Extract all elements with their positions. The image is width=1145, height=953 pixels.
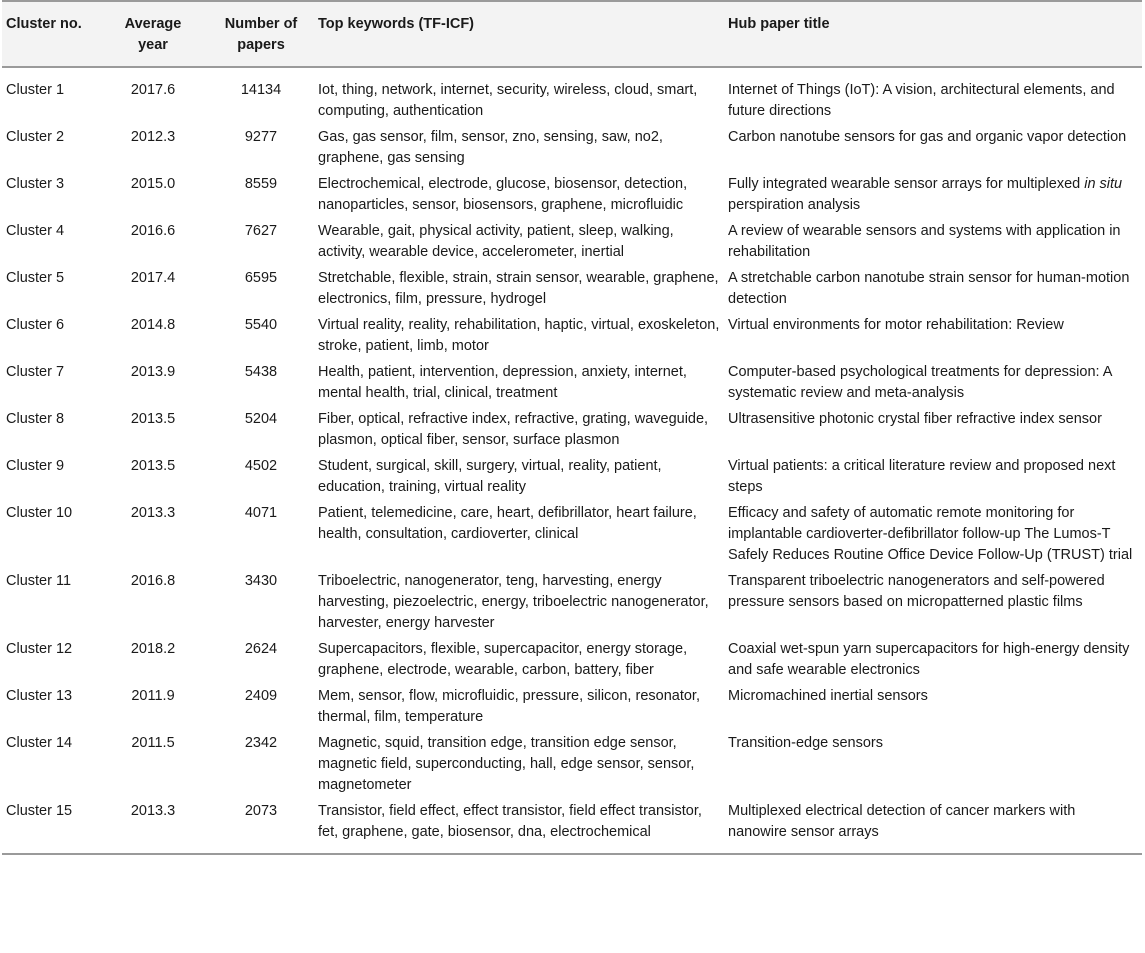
cell-cluster-no: Cluster 9 (6, 458, 65, 474)
cell-hub-paper-title (724, 569, 1142, 637)
cell-cluster-no: Cluster 5 (6, 270, 65, 286)
hub-title-text: Carbon nanotube sensors for gas and organic vapor detection (728, 129, 1127, 145)
cell-average-year: 2012.3 (130, 129, 176, 145)
table-row (2, 799, 1142, 854)
hub-title-text: A review of wearable sensors and systems with application in rehabilitation (728, 223, 1121, 260)
table-row (2, 266, 1142, 313)
cell-average-year: 2017.4 (130, 270, 176, 286)
hub-title-text: Transparent triboelectric nanogenerators and self-powered pressure sensors based on micropatterned plastic films (728, 573, 1105, 610)
table-row (2, 313, 1142, 360)
cell-top-keywords: Fiber, optical, refractive index, refractive, grating, waveguide, plasmon, optical fiber, sensor, surface plasmon (318, 411, 709, 448)
header-number-of-papers-line1: Number of (224, 16, 298, 32)
cell-number-of-papers: 2073 (208, 799, 314, 854)
cell-hub-paper-title (724, 313, 1142, 360)
cell-cluster-no: Cluster 4 (6, 223, 65, 239)
cell-top-keywords: Health, patient, intervention, depression, anxiety, internet, mental health, trial, clinical, treatment (318, 364, 687, 401)
header-hub-paper-title: Hub paper title (724, 1, 1142, 67)
cell-cluster-no: Cluster 8 (6, 411, 65, 427)
table-row (2, 454, 1142, 501)
header-average-year-line1: Average (124, 16, 182, 32)
cell-top-keywords: Stretchable, flexible, strain, strain sensor, wearable, graphene, electronics, film, pressure, hydrogel (318, 270, 719, 307)
cell-cluster-no: Cluster 15 (2, 799, 98, 854)
cell-number-of-papers: 4071 (244, 505, 278, 521)
cell-cluster-no: Cluster 7 (6, 364, 65, 380)
cell-average-year: 2013.9 (130, 364, 176, 380)
hub-title-text-end: perspiration analysis (728, 197, 861, 213)
cell-average-year: 2013.3 (130, 505, 176, 521)
hub-title-text: Transition-edge sensors (728, 735, 884, 751)
cell-cluster-no: Cluster 14 (6, 735, 73, 751)
cell-cluster-no: Cluster 3 (6, 176, 65, 192)
table-body (2, 67, 1142, 854)
table-row (2, 731, 1142, 799)
cell-average-year: 2018.2 (130, 641, 176, 657)
header-number-of-papers-line2: papers (237, 37, 285, 53)
cell-hub-paper-title (724, 637, 1142, 684)
cell-hub-paper-title (724, 501, 1142, 569)
cell-cluster-no: Cluster 2 (6, 129, 65, 145)
cell-average-year: 2013.5 (130, 458, 176, 474)
cell-cluster-no: Cluster 1 (6, 82, 65, 98)
cell-cluster-no: Cluster 12 (6, 641, 73, 657)
cell-number-of-papers: 9277 (244, 129, 278, 145)
cell-number-of-papers: 3430 (244, 573, 278, 589)
header-average-year (98, 1, 208, 67)
cell-average-year: 2016.6 (130, 223, 176, 239)
cell-cluster-no: Cluster 13 (6, 688, 73, 704)
cell-hub-paper-title (724, 67, 1142, 125)
hub-title-text: Virtual environments for motor rehabilitation: Review (728, 317, 1064, 333)
cell-hub-paper-title (724, 172, 1142, 219)
table-row (2, 360, 1142, 407)
cell-hub-paper-title (724, 266, 1142, 313)
cell-average-year: 2013.5 (130, 411, 176, 427)
cell-number-of-papers: 5204 (244, 411, 278, 427)
cell-hub-paper-title (724, 731, 1142, 799)
cell-top-keywords: Virtual reality, reality, rehabilitation, haptic, virtual, exoskeleton, stroke, patient, limb, motor (318, 317, 720, 354)
cell-number-of-papers: 2409 (244, 688, 278, 704)
table-row (2, 684, 1142, 731)
cell-average-year: 2017.6 (130, 82, 176, 98)
cell-hub-paper-title (724, 219, 1142, 266)
cell-top-keywords: Wearable, gait, physical activity, patient, sleep, walking, activity, wearable device, accelerometer, inertial (318, 223, 674, 260)
hub-title-text: Ultrasensitive photonic crystal fiber refractive index sensor (728, 411, 1102, 427)
header-row (2, 1, 1142, 67)
cell-average-year: 2014.8 (130, 317, 176, 333)
cell-hub-paper-title (724, 684, 1142, 731)
cell-top-keywords: Patient, telemedicine, care, heart, defibrillator, heart failure, health, consultation, cardioverter, clinical (318, 505, 697, 542)
hub-title-text: Coaxial wet-spun yarn supercapacitors for high-energy density and safe wearable electronics (728, 641, 1130, 678)
table-row (2, 569, 1142, 637)
cell-top-keywords: Electrochemical, electrode, glucose, biosensor, detection, nanoparticles, sensor, biosensors, graphene, microfluidic (318, 176, 688, 213)
cell-hub-paper-title (724, 799, 1142, 854)
cell-top-keywords: Student, surgical, skill, surgery, virtual, reality, patient, education, training, virtual reality (318, 458, 662, 495)
hub-title-italic: in situ (1084, 176, 1123, 192)
cell-average-year: 2011.5 (131, 735, 175, 751)
cell-average-year: 2015.0 (130, 176, 176, 192)
header-top-keywords: Top keywords (TF-ICF) (314, 1, 724, 67)
cell-top-keywords: Magnetic, squid, transition edge, transition edge sensor, magnetic field, superconducting, hall, edge sensor, sensor, magnetometer (318, 735, 695, 793)
hub-title-text: Virtual patients: a critical literature review and proposed next steps (728, 458, 1116, 495)
hub-title-text: Multiplexed electrical detection of cancer markers with nanowire sensor arrays (728, 803, 1076, 840)
cell-cluster-no: Cluster 10 (6, 505, 73, 521)
cell-number-of-papers: 8559 (244, 176, 278, 192)
header-number-of-papers (208, 1, 314, 67)
table-row (2, 172, 1142, 219)
header-cluster-no: Cluster no. (2, 1, 98, 67)
cell-cluster-no: Cluster 11 (6, 573, 72, 589)
table-row (2, 637, 1142, 684)
table-row (2, 125, 1142, 172)
cell-average-year: 2016.8 (130, 573, 176, 589)
hub-title-text: Micromachined inertial sensors (728, 688, 928, 704)
cluster-table (2, 0, 1142, 855)
cell-top-keywords: Mem, sensor, flow, microfluidic, pressure, silicon, resonator, thermal, film, temperature (318, 688, 700, 725)
cell-hub-paper-title (724, 454, 1142, 501)
cell-average-year: 2013.3 (98, 799, 208, 854)
table-row (2, 501, 1142, 569)
cell-cluster-no: Cluster 6 (6, 317, 65, 333)
cell-number-of-papers: 5540 (244, 317, 278, 333)
hub-title-text: A stretchable carbon nanotube strain sensor for human-motion detection (728, 270, 1130, 307)
table-row (2, 407, 1142, 454)
hub-title-text: Fully integrated wearable sensor arrays for multiplexed (728, 176, 1085, 192)
cell-number-of-papers: 6595 (244, 270, 278, 286)
cell-top-keywords: Transistor, field effect, effect transistor, field effect transistor, fet, graphene, gate, biosensor, dna, electrochemical (314, 799, 724, 854)
cell-hub-paper-title (724, 360, 1142, 407)
cell-number-of-papers: 14134 (240, 82, 282, 98)
cell-number-of-papers: 2342 (244, 735, 278, 751)
cell-hub-paper-title (724, 407, 1142, 454)
cell-number-of-papers: 5438 (244, 364, 278, 380)
cell-top-keywords: Gas, gas sensor, film, sensor, zno, sensing, saw, no2, graphene, gas sensing (318, 129, 663, 166)
cell-average-year: 2011.9 (131, 688, 175, 704)
cell-top-keywords: Iot, thing, network, internet, security, wireless, cloud, smart, computing, authentication (318, 82, 698, 119)
header-average-year-line2: year (138, 37, 168, 53)
cell-number-of-papers: 4502 (244, 458, 278, 474)
hub-title-text: Computer-based psychological treatments for depression: A systematic review and meta-analysis (728, 364, 1112, 401)
hub-title-text: Efficacy and safety of automatic remote monitoring for implantable cardioverter-defibrillator follow-up The Lumos-T Safely Reduces Routine Office Device Follow-Up (TRUST) trial (728, 505, 1133, 563)
hub-title-text: Internet of Things (IoT): A vision, architectural elements, and future directions (728, 82, 1115, 119)
cell-number-of-papers: 2624 (244, 641, 278, 657)
cell-hub-paper-title (724, 125, 1142, 172)
table-header (2, 1, 1142, 67)
table-row (2, 219, 1142, 266)
cell-number-of-papers: 7627 (244, 223, 278, 239)
cell-top-keywords: Triboelectric, nanogenerator, teng, harvesting, energy harvesting, piezoelectric, energy, triboelectric nanogenerator, harvester, energy harvester (318, 573, 709, 631)
table-row (2, 67, 1142, 125)
cell-top-keywords: Supercapacitors, flexible, supercapacitor, energy storage, graphene, electrode, wearable, carbon, battery, fiber (318, 641, 688, 678)
